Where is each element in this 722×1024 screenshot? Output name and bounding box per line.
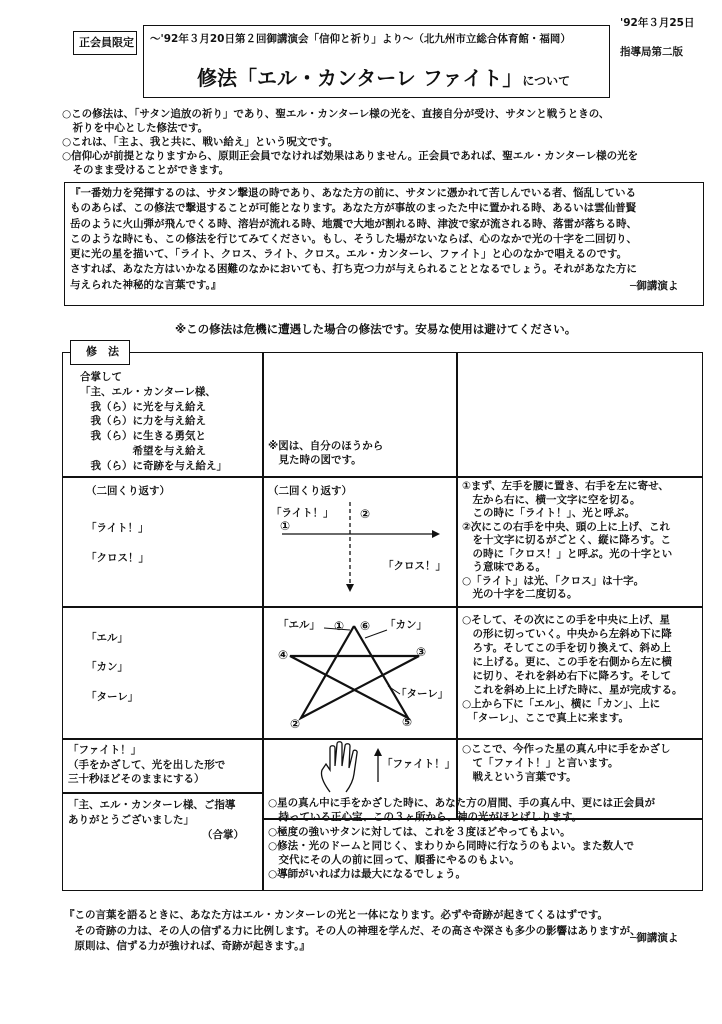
prayer-line: 我（ら）に力を与え給え bbox=[80, 415, 206, 428]
closing-quote bbox=[64, 909, 641, 956]
chant-tare: 「ターレ」 bbox=[86, 691, 139, 703]
fight-line: 「ファイト！」 bbox=[68, 744, 142, 756]
prayer-line: 合掌して bbox=[80, 371, 122, 383]
instruction-line: ○そして、その次にこの手を中央に上げ、星 bbox=[462, 614, 671, 626]
quote-line: 『この言葉を語るときに、あなた方はエル・カンターレの光と一体になります。必ずや奇跡が起きてくるはずです。 bbox=[64, 909, 609, 921]
quote-line: 岳のように火山弾が飛んでくる時、溶岩が流れる時、地震で大地が割れる時、津波で家が流される時、落雷が落ちる時、 bbox=[70, 217, 637, 230]
fight-instructions bbox=[462, 743, 670, 785]
quote-line: 原則は、信ずる力が強ければ、奇跡が起きます。』 bbox=[64, 940, 310, 952]
repeat-twice-label: （二回くり返す） bbox=[268, 485, 352, 497]
page-title-suffix: について bbox=[522, 74, 571, 88]
quote-line: ものあらば、この修法で撃退することが可能となります。あなた方が事故のまったた中に置かれる時、あるいは雲仙普賢 bbox=[70, 202, 637, 215]
issuing-dept: 指導局第二版 bbox=[620, 46, 683, 58]
diagram-label-light: 「ライト！」 bbox=[271, 507, 334, 519]
star-label-tare: 「ターレ」 bbox=[396, 688, 449, 700]
diagram-number-1: ① bbox=[280, 519, 291, 533]
lecture-subtitle: ～'92年３月20日第２回御講演会「信仰と祈り」より～（北九州市立総合体育館・福岡） bbox=[150, 33, 571, 45]
instruction-line: 戦えという言葉です。 bbox=[462, 771, 577, 783]
closing-line: ありがとうございました」 bbox=[68, 814, 194, 826]
closing-prayer bbox=[68, 799, 235, 829]
notes-list bbox=[268, 797, 655, 883]
quote-line: 与えられた神秘的な言葉です。』 bbox=[70, 278, 222, 291]
star-number-6: ⑥ bbox=[360, 619, 371, 633]
instruction-line: 左から右に、横一文字に空を切る。 bbox=[462, 493, 641, 506]
intro-line: ○この修法は、「サタン追放の祈り」であり、聖エル・カンターレ様の光を、直接自分が受け、サタンと戦うときの、 bbox=[62, 108, 610, 120]
instruction-line: ①まず、左手を腰に置き、右手を左に寄せ、 bbox=[462, 480, 669, 492]
instruction-line: ②次にこの右手を中央、頭の上に上げ、これ bbox=[462, 520, 670, 533]
instruction-line: ろす。そしてこの手を切り換えて、斜め上 bbox=[462, 642, 671, 654]
instruction-line: の時に「クロス！」と呼ぶ。光の十字とい bbox=[462, 547, 673, 560]
star-label-kan: 「カン」 bbox=[385, 619, 427, 631]
instruction-line: これを斜め上に上げた時に、星が完成する。 bbox=[462, 684, 683, 696]
instruction-line: て「ファイト！」と言います。 bbox=[462, 757, 619, 769]
instruction-line: に切り、それを斜め右下に降ろす。そして bbox=[462, 670, 672, 682]
hand-label-fight: 「ファイト！」 bbox=[382, 758, 456, 770]
intro-line: 祈りを中心とした修法です。 bbox=[62, 122, 209, 134]
quote-line: その奇跡の力は、その人の信ずる力に比例します。その人の神理を学んだ、その高さや深さも多少の影響はありますが、 bbox=[64, 924, 641, 937]
diagram-number-2: ② bbox=[360, 507, 371, 521]
instruction-line: の形に切っていく。中央から左斜め下に降 bbox=[462, 628, 672, 640]
members-only-label: 正会員限定 bbox=[79, 36, 134, 49]
fight-line: 三十秒ほどそのままにする） bbox=[68, 773, 205, 785]
figure-note bbox=[268, 440, 383, 468]
chant-kan: 「カン」 bbox=[86, 661, 128, 673]
column-divider bbox=[456, 352, 458, 819]
note-line: ○星の真ん中に手をかざした時に、あなた方の眉間、手の真ん中、更には正会員が bbox=[268, 797, 656, 809]
upward-arrow-icon bbox=[374, 748, 382, 784]
instruction-line: ○ここで、今作った星の真ん中に手をかざし bbox=[462, 743, 671, 755]
note-line: ○導師がいれば力は最大になるでしょう。 bbox=[268, 868, 467, 881]
star-label-el: 「エル」 bbox=[278, 619, 320, 631]
page-title-main: 修法「エル・カンターレ ファイト」 bbox=[197, 66, 523, 90]
chant-light: 「ライト！」 bbox=[86, 522, 149, 534]
chant-el: 「エル」 bbox=[86, 632, 128, 644]
star-number-5: ⑤ bbox=[402, 715, 413, 729]
intro-line: ○これは、「主よ、我と共に、戦い給え」という呪文です。 bbox=[62, 136, 339, 148]
prayer-text bbox=[80, 371, 227, 475]
instruction-line: 「ターレ」、ここで真上に来ます。 bbox=[462, 712, 629, 724]
arrow-head-down bbox=[346, 584, 354, 592]
row-divider bbox=[62, 792, 262, 794]
repeat-twice-label: （二回くり返す） bbox=[86, 485, 170, 497]
star-number-1: ① bbox=[334, 619, 345, 633]
prayer-line: 我（ら）に奇跡を与え給え」 bbox=[80, 459, 227, 472]
cross-diagram bbox=[262, 476, 456, 606]
prayer-line: 我（ら）に光を与え給え bbox=[80, 400, 206, 413]
star-instructions bbox=[462, 614, 683, 726]
intro-line: そのまま受けることができます。 bbox=[62, 164, 230, 176]
intro-line: ○信仰心が前提となりますから、原則正会員でなければ効果はありません。正会員であれば、聖エル・カンターレ様の光を bbox=[62, 150, 639, 162]
note-line: ○極度の強いサタンに対しては、これを３度ほどやってもよい。 bbox=[268, 825, 571, 838]
quote-source: ─御講演よ bbox=[630, 280, 679, 292]
instruction-line: を十文字に切るがごとく、縦に降ろす。こ bbox=[462, 534, 671, 546]
instruction-line: ○「ライト」は光、「クロス」は十字。 bbox=[462, 574, 645, 587]
diagram-label-cross: 「クロス！」 bbox=[383, 560, 446, 572]
fight-line: （手をかざして、光を出した形で bbox=[68, 758, 226, 771]
fight-chant bbox=[68, 744, 225, 788]
figure-note-line: ※図は、自分のほうから bbox=[268, 440, 384, 452]
pentagram-strokes bbox=[290, 626, 419, 718]
quote-line: 更に光の星を描いて、「ライト、クロス、ライト、クロス。エル・カンターレ、ファイト」と心のなかで唱えるのです。 bbox=[70, 248, 628, 261]
instruction-line: に上げる。更に、この手を右側から左に横 bbox=[462, 656, 672, 668]
method-label: 修 法 bbox=[86, 345, 119, 358]
cross-instructions bbox=[462, 480, 672, 602]
star-number-3: ③ bbox=[416, 645, 427, 659]
quote-line: さすれば、あなた方はいかなる困難のなかにおいても、打ち克つ力が与えられることとなるでしょう。それがあなた方に bbox=[70, 263, 637, 276]
intro-notes bbox=[62, 108, 638, 178]
chant-cross: 「クロス！」 bbox=[86, 552, 149, 564]
prayer-line: 希望を与え給え bbox=[80, 444, 206, 457]
page-title bbox=[197, 62, 570, 91]
quote-line: このような時にも、この修法を行じてみてください。もし、そうした場がないならば、心のなかで光の十字を二回切り、 bbox=[70, 232, 637, 245]
quote-line: 『一番効力を発揮するのは、サタン撃退の時であり、あなた方の前に、サタンに憑かれて苦しんでいる者、悩乱している bbox=[70, 187, 636, 199]
closing-quote-source: ─御講演よ bbox=[630, 932, 679, 944]
instruction-line: 光の十字を二度切る。 bbox=[462, 588, 578, 600]
note-line: 持っている正心宝、この３ヶ所から、神の光がほとばしります。 bbox=[268, 811, 583, 824]
warning-note: ※この修法は危機に遭遇した場合の修法です。安易な使用は避けてください。 bbox=[175, 322, 577, 336]
note-line: ○修法・光のドームと同じく、まわりから同時に行なうのもよい。また数人で bbox=[268, 839, 634, 852]
lecture-quote bbox=[70, 187, 637, 294]
instruction-line: この時に「ライト！」、光と呼ぶ。 bbox=[462, 507, 636, 519]
raised-hand-icon bbox=[316, 740, 376, 794]
closing-gassho: （合掌） bbox=[202, 829, 244, 841]
instruction-line: ○上から下に「エル」、横に「カン」、上に bbox=[462, 698, 661, 710]
row-divider bbox=[62, 738, 703, 740]
prayer-line: 我（ら）に生きる勇気と bbox=[80, 430, 206, 443]
star-number-2: ② bbox=[290, 717, 301, 731]
prayer-line: 「主、エル・カンターレ様、 bbox=[80, 385, 216, 398]
star-number-4: ④ bbox=[278, 648, 289, 662]
issue-date: '92年３月25日 bbox=[620, 17, 695, 29]
instruction-line: う意味である。 bbox=[462, 561, 546, 573]
figure-note-line: 見た時の図です。 bbox=[268, 454, 362, 466]
arrow-head-right bbox=[432, 530, 440, 538]
note-line: 交代にその人の前に回って、順番にやるのもよい。 bbox=[268, 854, 520, 867]
closing-line: 「主、エル・カンターレ様、ご指導 bbox=[68, 799, 236, 811]
